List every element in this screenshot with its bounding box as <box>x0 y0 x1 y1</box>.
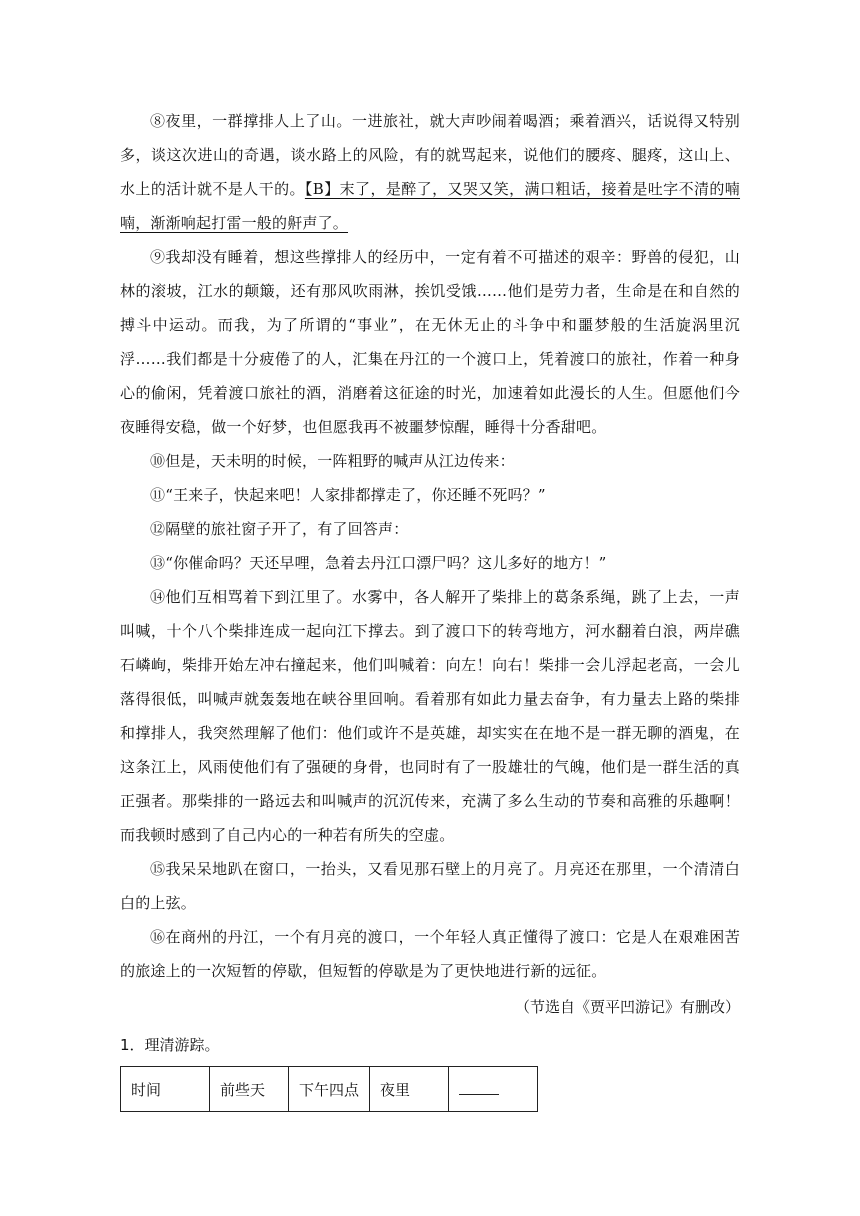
question-1: 1．理清游踪。 <box>120 1036 220 1054</box>
paragraph-13 <box>120 546 740 580</box>
paragraph-number: ⑯ <box>150 928 166 946</box>
paragraph-14 <box>120 580 740 852</box>
table-cell-answer-blank[interactable] <box>449 1067 538 1112</box>
table-cell-night: 夜里 <box>370 1067 449 1112</box>
paragraph-16 <box>120 920 740 988</box>
source-citation: （节选自《贾平凹游记》有删改） <box>514 998 740 1016</box>
paragraph-10 <box>120 444 740 478</box>
paragraph-text: 但是，天未明的时候，一阵粗野的喊声从江边传来： <box>165 452 515 470</box>
paragraph-8 <box>120 104 740 240</box>
paragraph-number: ⑮ <box>150 860 166 878</box>
paragraph-text: 他们互相骂着下到江里了。水雾中，各人解开了柴排上的葛条系绳，跳了上去，一声叫喊，十个八个柴排连成一起向江下撑去。到了渡口下的转弯地方，河水翻着白浪，两岸礁石嶙峋，柴排开始左冲右撞起来，他们叫喊着：向左！向右！柴排一会儿浮起老高，一会儿落得很低，叫喊声就轰轰地在峡谷里回响。看着那有如此力量去奋争，有力量去上路的柴排和撑排人，我突然理解了他们：他们或许不是英雄，却实实在在地不是一群无聊的酒鬼，在这条江上，风雨使他们有了强硬的身骨，也同时有了一股雄壮的气魄，他们是一群生活的真正强者。那柴排的一路远去和叫喊声的沉沉传来，充满了多么生动的节奏和高雅的乐趣啊！而我顿时感到了自己内心的一种若有所失的空虚。 <box>120 588 741 844</box>
paragraph-text: 夜里，一群撑排人上了山。一进旅社，就大声吵闹着喝酒；乘着酒兴，话说得又特别多，谈这次进山的奇遇，谈水路上的风险，有的就骂起来，说他们的腰疼、腿疼，这山上、水上的活计就不是人干的。 <box>120 112 741 198</box>
underlined-passage-b: 【B】末了，是醉了，又哭又笑，满口粗话，接着是吐字不清的喃喃，渐渐响起打雷一般的鼾声了。 <box>120 180 741 232</box>
paragraph-text: 在商州的丹江，一个有月亮的渡口，一个年轻人真正懂得了渡口：它是人在艰难困苦的旅途上的一次短暂的停歇，但短暂的停歇是为了更快地进行新的远征。 <box>120 928 741 980</box>
table-cell-days-ago: 前些天 <box>210 1067 289 1112</box>
paragraph-number: ⑫ <box>150 520 166 538</box>
paragraph-number: ⑩ <box>150 452 166 470</box>
table-row <box>121 1067 538 1112</box>
paragraph-text: “王来子，快起来吧！人家排都撑走了，你还睡不死吗？” <box>165 486 546 504</box>
answer-blank-line <box>459 1080 499 1095</box>
table-cell-afternoon: 下午四点 <box>289 1067 370 1112</box>
paragraph-number: ⑭ <box>150 588 166 606</box>
document-page <box>120 104 740 1112</box>
paragraph-text: 我呆呆地趴在窗口，一抬头，又看见那石壁上的月亮了。月亮还在那里，一个清清白白的上弦。 <box>120 860 741 912</box>
paragraph-text: 我却没有睡着，想这些撑排人的经历中，一定有着不可描述的艰辛：野兽的侵犯，山林的滚坡，江水的颠簸，还有那风吹雨淋，挨饥受饿……他们是劳力者，生命是在和自然的搏斗中运动。而我，为了所谓的“事业”，在无休无止的斗争中和噩梦般的生活旋涡里沉浮……我们都是十分疲倦了的人，汇集在丹江的一个渡口上，凭着渡口的旅社，作着一种身心的偷闲，凭着渡口旅社的酒，消磨着这征途的时光，加速着如此漫长的人生。但愿他们今夜睡得安稳，做一个好梦，也但愿我再不被噩梦惊醒，睡得十分香甜吧。 <box>120 248 741 436</box>
table-cell-time-header: 时间 <box>121 1067 210 1112</box>
paragraph-number: ⑪ <box>150 486 166 504</box>
paragraph-text: “你催命吗？天还早哩，急着去丹江口漂尸吗？这儿多好的地方！” <box>165 554 607 572</box>
paragraph-text: 隔壁的旅社窗子开了，有了回答声： <box>165 520 409 538</box>
paragraph-number: ⑬ <box>150 554 166 572</box>
paragraph-9 <box>120 240 740 444</box>
paragraph-15 <box>120 852 740 920</box>
paragraph-11 <box>120 478 740 512</box>
paragraph-number: ⑨ <box>150 248 166 266</box>
paragraph-number: ⑧ <box>150 112 166 130</box>
paragraph-12 <box>120 512 740 546</box>
travel-track-table <box>120 1066 538 1112</box>
